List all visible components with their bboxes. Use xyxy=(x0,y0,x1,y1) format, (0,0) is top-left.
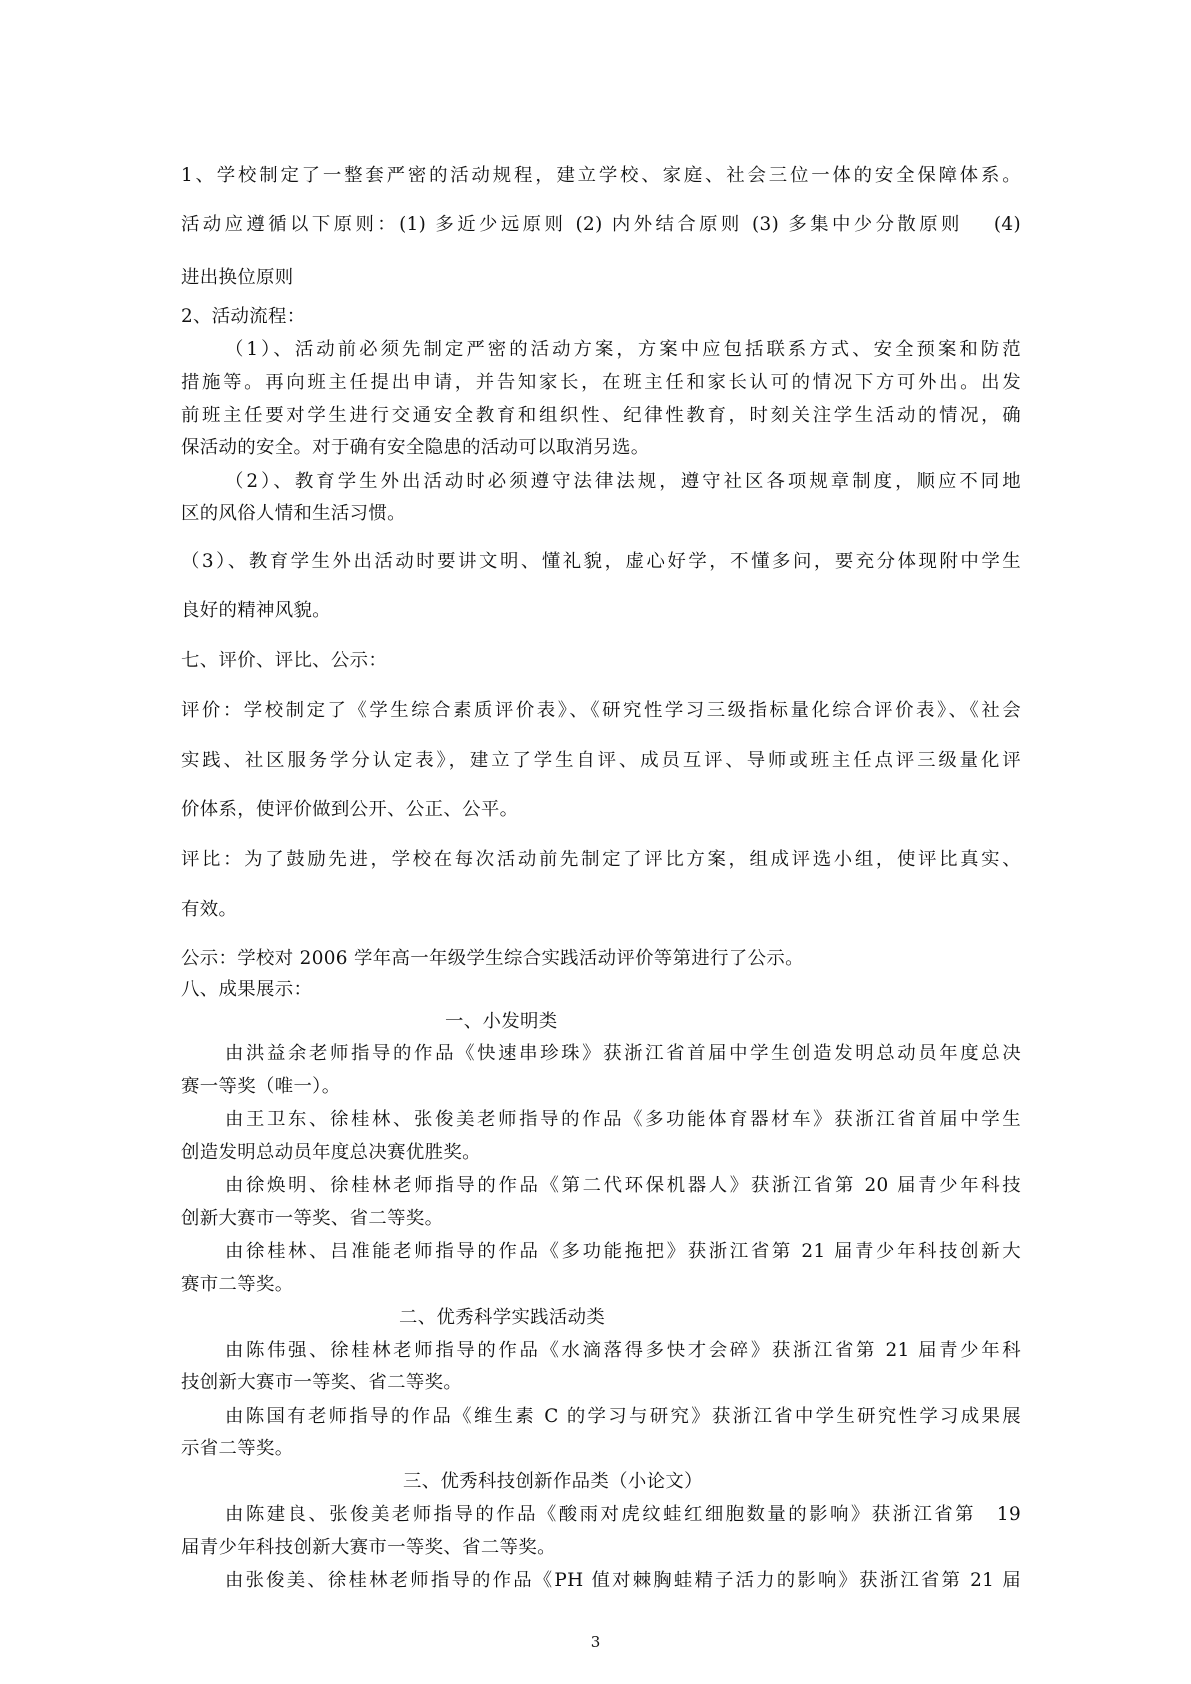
body-text-line: 有效。 xyxy=(181,899,238,920)
body-text-line: （3）、教育学生外出活动时要讲文明、懂礼貌，虚心好学，不懂多问，要充分体现附中学生 xyxy=(181,551,1021,572)
body-text-line: 赛一等奖（唯一）。 xyxy=(181,1076,341,1097)
body-text-line: 措施等。再向班主任提出申请，并告知家长，在班主任和家长认可的情况下方可外出。出发 xyxy=(181,372,1021,393)
body-text-line: 由陈建良、张俊美老师指导的作品《酸雨对虎纹蛙红细胞数量的影响》获浙江省第 19 xyxy=(225,1504,1021,1525)
body-text-line: 由陈伟强、徐桂林老师指导的作品《水滴落得多快才会碎》获浙江省第 21 届青少年科 xyxy=(225,1340,1021,1361)
body-text-line: 由陈国有老师指导的作品《维生素 C 的学习与研究》获浙江省中学生研究性学习成果展 xyxy=(225,1406,1021,1427)
body-text-line: 区的风俗人情和生活习惯。 xyxy=(181,503,406,524)
body-text-line: 由徐桂林、吕准能老师指导的作品《多功能拖把》获浙江省第 21 届青少年科技创新大 xyxy=(225,1241,1021,1262)
subsection-heading: 一、小发明类 xyxy=(445,1011,558,1032)
body-text-line: 活动应遵循以下原则：(1) 多近少远原则 (2) 内外结合原则 (3) 多集中少分散原则 (4) xyxy=(181,214,1021,235)
page-number: 3 xyxy=(590,1633,601,1651)
body-text-line: 由徐焕明、徐桂林老师指导的作品《第二代环保机器人》获浙江省第 20 届青少年科技 xyxy=(225,1175,1022,1196)
body-text-line: 由张俊美、徐桂林老师指导的作品《PH 值对棘胸蛙精子活力的影响》获浙江省第 21 届 xyxy=(225,1570,1021,1591)
body-text-line: 1、学校制定了一整套严密的活动规程，建立学校、家庭、社会三位一体的安全保障体系。 xyxy=(181,165,1021,186)
body-text-line: 保活动的安全。对于确有安全隐患的活动可以取消另选。 xyxy=(181,437,650,458)
body-text-line: （2）、教育学生外出活动时必须遵守法律法规，遵守社区各项规章制度，顺应不同地 xyxy=(225,471,1021,492)
body-text-line: 创新大赛市一等奖、省二等奖。 xyxy=(181,1208,444,1229)
body-text-line: 实践、社区服务学分认定表》，建立了学生自评、成员互评、导师或班主任点评三级量化评 xyxy=(181,750,1021,771)
section-heading: 2、活动流程： xyxy=(181,306,306,327)
body-text-line: 示省二等奖。 xyxy=(181,1438,294,1459)
body-text-line: （1）、活动前必须先制定严密的活动方案，方案中应包括联系方式、安全预案和防范 xyxy=(225,339,1021,360)
section-heading: 八、成果展示： xyxy=(181,979,313,1000)
body-text-line: 评价：学校制定了《学生综合素质评价表》、《研究性学习三级指标量化综合评价表》、《社会 xyxy=(181,700,1021,721)
body-text-line: 价体系，使评价做到公开、公正、公平。 xyxy=(181,799,519,820)
body-text-line: 由王卫东、徐桂林、张俊美老师指导的作品《多功能体育器材车》获浙江省首届中学生 xyxy=(225,1109,1021,1130)
body-text-line: 由洪益余老师指导的作品《快速串珍珠》获浙江省首届中学生创造发明总动员年度总决 xyxy=(225,1043,1021,1064)
body-text-line: 届青少年科技创新大赛市一等奖、省二等奖。 xyxy=(181,1537,556,1558)
body-text-line: 赛市二等奖。 xyxy=(181,1274,294,1295)
body-text-line: 进出换位原则 xyxy=(181,267,294,288)
body-text-line: 创造发明总动员年度总决赛优胜奖。 xyxy=(181,1142,481,1163)
body-text-line: 前班主任要对学生进行交通安全教育和组织性、纪律性教育，时刻关注学生活动的情况，确 xyxy=(181,405,1021,426)
section-heading: 七、评价、评比、公示： xyxy=(181,650,388,671)
body-text-line: 评比：为了鼓励先进，学校在每次活动前先制定了评比方案，组成评选小组，使评比真实、 xyxy=(181,849,1021,870)
subsection-heading: 三、优秀科技创新作品类（小论文） xyxy=(403,1471,703,1492)
body-text-line: 技创新大赛市一等奖、省二等奖。 xyxy=(181,1372,463,1393)
body-text-line: 公示：学校对 2006 学年高一年级学生综合实践活动评价等第进行了公示。 xyxy=(181,948,804,969)
subsection-heading: 二、优秀科学实践活动类 xyxy=(399,1307,606,1328)
body-text-line: 良好的精神风貌。 xyxy=(181,600,331,621)
